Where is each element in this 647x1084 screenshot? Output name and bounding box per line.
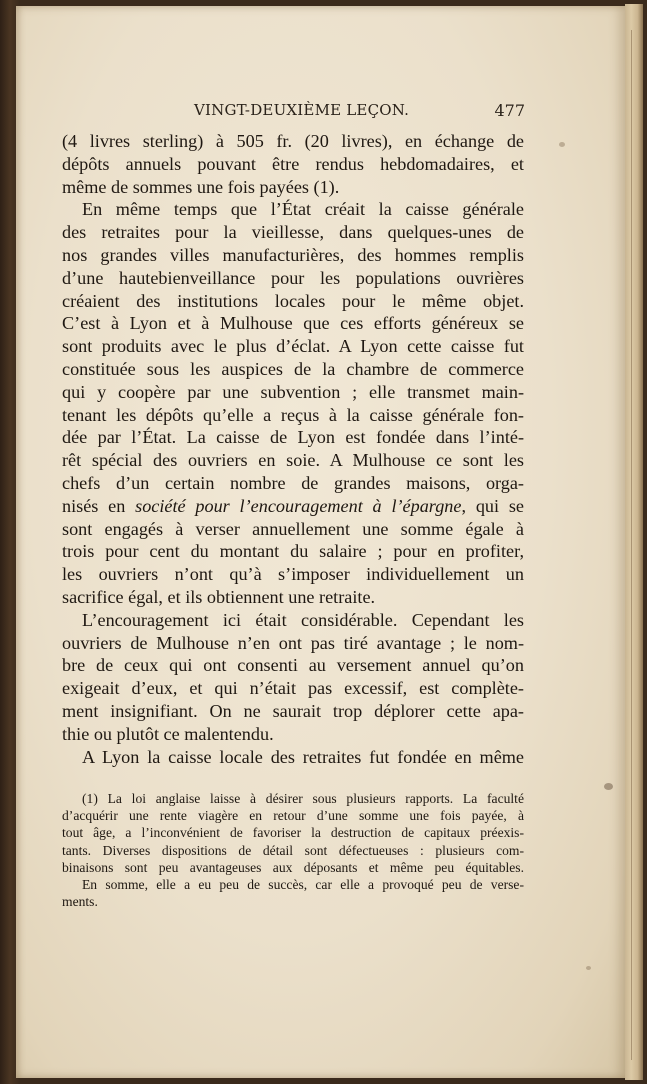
text-line: bre de ceux qui ont consenti au versement annuel qu’on — [62, 655, 524, 676]
text-line: qui y coopère par une subvention ; elle transmet main- — [62, 381, 524, 402]
text-line: dépôts annuels pouvant être rendus hebdomadaires, et — [62, 153, 524, 174]
text-line: sont produits avec le plus d’éclat. A Lyon cette caisse fut — [62, 336, 524, 357]
text-line: dée par l’État. La caisse de Lyon est fondée dans l’inté- — [62, 427, 524, 448]
text-line: sacrifice égal, et ils obtiennent une retraite. — [62, 586, 376, 607]
text-line: d’une hautebienveillance pour les populations ouvrières — [62, 267, 524, 288]
page-edge-shadow — [631, 30, 632, 1060]
text-line: les ouvriers n’ont qu’à s’imposer individuellement un — [62, 564, 524, 585]
running-title: VINGT-DEUXIÈME LEÇON. — [194, 101, 410, 119]
italic-society-name: société pour l’encouragement à l’épargne — [135, 495, 462, 516]
text-line: exigeait d’eux, et qui n’était pas excessif, est complète- — [62, 678, 524, 699]
ink-spot — [559, 142, 565, 147]
text-line: trois pour cent du montant du salaire ; pour en profiter, — [62, 541, 524, 562]
body-text — [62, 130, 524, 768]
text-line-with-italic — [62, 495, 524, 518]
text-line: constituée sous les auspices de la chambre de commerce — [62, 358, 524, 379]
page-number: 477 — [494, 101, 525, 120]
footnote-line: ments. — [62, 894, 98, 910]
text-fragment: , qui se — [461, 495, 524, 516]
footnotes — [62, 790, 524, 910]
text-line: L’encouragement ici était considérable. Cependant les — [82, 609, 524, 630]
text-line: C’est à Lyon et à Mulhouse que ces efforts généreux se — [62, 313, 524, 334]
text-line: rêt spécial des ouvriers en soie. A Mulhouse ce sont les — [62, 450, 524, 471]
text-line: En même temps que l’État créait la caisse générale — [82, 199, 524, 220]
footnote-line: tout âge, a l’inconvénient de favoriser la destruction de capitaux préexis- — [62, 825, 524, 841]
text-line: chefs d’un certain nombre de grandes maisons, orga- — [62, 472, 524, 493]
footnote-line: tants. Diverses dispositions de détail sont défectueuses : plusieurs com- — [62, 842, 524, 858]
ink-spot — [604, 783, 613, 790]
page-edge — [625, 4, 643, 1080]
text-line: créaient des institutions locales pour le même objet. — [62, 290, 524, 311]
footnote-line: d’acquérir une rente viagère en retour d’une somme une fois payée, à — [62, 808, 524, 824]
text-fragment: nisés en — [62, 495, 126, 516]
footnote-line: binaisons sont peu avantageuses aux déposants et même peu équitables. — [62, 859, 524, 875]
text-line: ouvriers de Mulhouse n’en ont pas tiré avantage ; le nom- — [62, 632, 524, 653]
footnote-line: (1) La loi anglaise laisse à désirer sous plusieurs rapports. La faculté — [82, 791, 524, 806]
text-line: A Lyon la caisse locale des retraites fut fondée en même — [82, 746, 524, 767]
text-line: nos grandes villes manufacturières, des hommes remplis — [62, 244, 524, 265]
text-line: thie ou plutôt ce malentendu. — [62, 723, 274, 744]
text-line: des retraites pour la vieillesse, dans quelques-unes de — [62, 222, 524, 243]
ink-spot — [586, 966, 591, 970]
text-line: tenant les dépôts qu’elle a reçus à la caisse générale fon- — [62, 404, 524, 425]
text-line: même de sommes une fois payées (1). — [62, 176, 340, 197]
running-header — [62, 101, 527, 127]
text-line: (4 livres sterling) à 505 fr. (20 livres), en échange de — [62, 131, 524, 151]
footnote-line: En somme, elle a eu peu de succès, car elle a provoqué peu de verse- — [82, 876, 524, 892]
text-line: sont engagés à verser annuellement une somme égale à — [62, 518, 524, 539]
text-line: ment insignifiant. On ne saurait trop déplorer cette apa- — [62, 700, 524, 721]
